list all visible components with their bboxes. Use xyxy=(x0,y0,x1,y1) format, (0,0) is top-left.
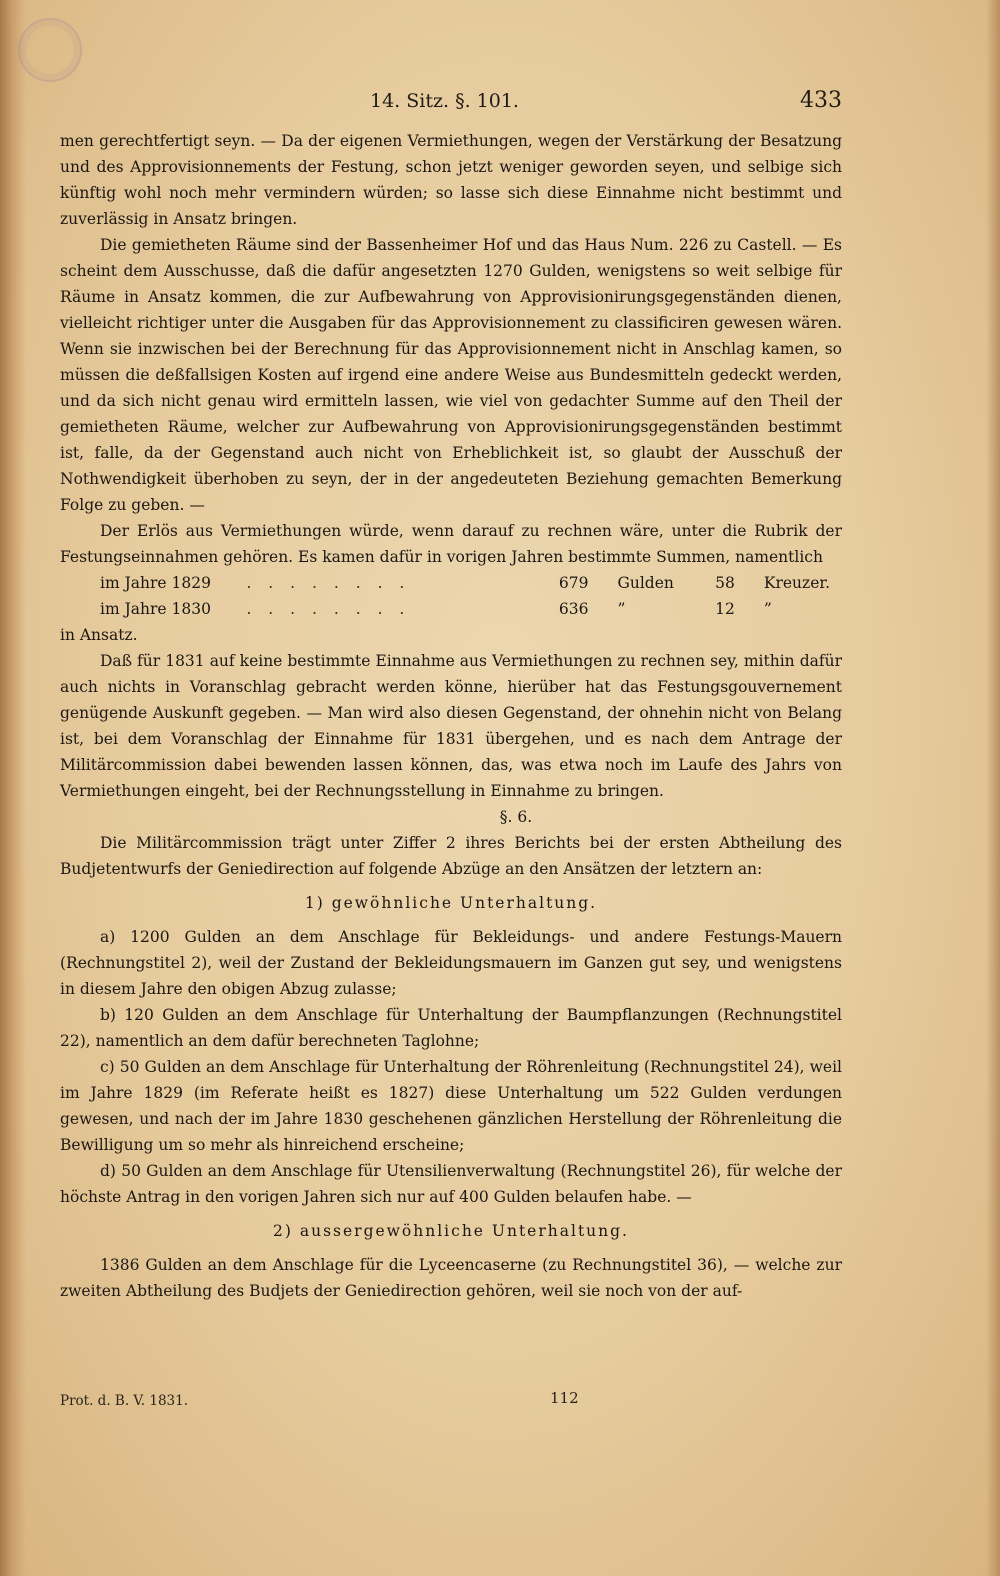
amount-cell: 636 xyxy=(558,600,589,618)
paragraph: in Ansatz. xyxy=(60,626,138,644)
subheading: 1) gewöhnliche Unterhaltung. xyxy=(304,894,598,912)
page-footer xyxy=(60,1389,842,1413)
page-body xyxy=(60,128,842,1304)
unit-cell: ” xyxy=(763,600,772,618)
dot-leader: . . . . . . . . xyxy=(246,600,411,618)
revenue-table xyxy=(100,570,842,622)
amount-cell: 679 xyxy=(558,574,589,592)
signature-mark: Prot. d. B. V. 1831. xyxy=(60,1393,189,1409)
page-number: 433 xyxy=(800,88,842,113)
paragraph: 1386 Gulden an dem Anschlage für die Lyceencaserne (zu Rechnungstitel 36), — welche zur zweiten Abtheilung des Budjets der Geniedirection gehören, weil sie noch von der auf- xyxy=(60,1256,842,1300)
paragraph: Die gemietheten Räume sind der Bassenheimer Hof und das Haus Num. 226 zu Castell. — Es scheint dem Ausschusse, daß die dafür angesetzten 1270 Gulden, wenigstens so weit selbige für Räume in Ansatz kommen, die zur Aufbewahrung von Approvisionirungsgegenständen dienen, vielleicht richtiger unter die Ausgaben für das Approvisionnement zu classificiren gewesen wären. Wenn sie inzwischen bei der Berechnung für das Approvisionnement nicht in Anschlag kamen, so müssen die deßfallsigen Kosten auf irgend eine andere Weise aus Bundesmitteln gedeckt werden, und da sich nicht genau wird ermitteln lassen, wie viel von gedachter Summe auf den Theil der gemietheten Räume, welcher zur Aufbewahrung von Approvisionirungsgegenständen bestimmt ist, falle, da der Gegenstand auch nicht von Erheblichkeit ist, so glaubt der Ausschuß der Nothwendigkeit überhoben zu seyn, der in der angedeuteten Beziehung gemachten Bemerkung Folge zu geben. — xyxy=(60,236,842,514)
library-stamp xyxy=(18,18,82,82)
list-item: d) 50 Gulden an dem Anschlage für Utensilienverwaltung (Rechnungstitel 26), für welche der höchste Antrag in den vorigen Jahren sich nur auf 400 Gulden belaufen habe. — xyxy=(60,1162,842,1206)
unit-cell: ” xyxy=(617,600,626,618)
binding-shadow xyxy=(0,0,26,1576)
page-header xyxy=(0,86,1000,122)
list-item: c) 50 Gulden an dem Anschlage für Unterhaltung der Röhrenleitung (Rechnungstitel 24), weil im Jahre 1829 (im Referate heißt es 1827) diese Unterhaltung um 522 Gulden verdungen gewesen, und nach der im Jahre 1830 geschehenen gänzlichen Herstellung der Röhrenleitung die Bewilligung um so mehr als hinreichend erscheine; xyxy=(60,1058,842,1154)
unit-cell: Gulden xyxy=(617,574,674,592)
paragraph: Die Militärcommission trägt unter Ziffer 2 ihres Berichts bei der ersten Abtheilung des Budjetentwurfs der Geniedirection auf folgende Abzüge an den Ansätzen der letztern an: xyxy=(60,834,842,878)
page-edge xyxy=(986,0,1000,1576)
section-mark: §. 6. xyxy=(499,808,533,826)
list-item: a) 1200 Gulden an dem Anschlage für Bekleidungs- und andere Festungs-Mauern (Rechnungstitel 2), weil der Zustand der Bekleidungsmauern im Ganzen gut sey, und wenigstens in diesem Jahre den obigen Abzug zulasse; xyxy=(60,928,842,998)
unit-cell: Kreuzer. xyxy=(763,574,831,592)
amount-cell: 58 xyxy=(715,574,735,592)
amount-cell: 12 xyxy=(715,600,735,618)
paragraph: men gerechtfertigt seyn. — Da der eigenen Vermiethungen, wegen der Verstärkung der Besatzung und des Approvisionnements der Festung, schon jetzt weniger geworden seyen, und selbige sich künftig wohl noch mehr vermindern würden; so lasse sich diese Einnahme nicht bestimmt und zuverlässig in Ansatz bringen. xyxy=(60,132,842,228)
year-cell: im Jahre 1829 xyxy=(100,574,211,592)
dot-leader: . . . . . . . . xyxy=(246,574,411,592)
table-row xyxy=(100,570,842,596)
signature-number: 112 xyxy=(550,1389,579,1407)
table-row xyxy=(100,596,842,622)
paragraph: Der Erlös aus Vermiethungen würde, wenn darauf zu rechnen wäre, unter die Rubrik der Festungseinnahmen gehören. Es kamen dafür in vorigen Jahren bestimmte Summen, namentlich xyxy=(60,522,842,566)
subheading: 2) aussergewöhnliche Unterhaltung. xyxy=(273,1222,629,1240)
year-cell: im Jahre 1830 xyxy=(100,600,211,618)
list-item: b) 120 Gulden an dem Anschlage für Unterhaltung der Baumpflanzungen (Rechnungstitel 22), namentlich an dem dafür berechneten Taglohne; xyxy=(60,1006,842,1050)
paragraph: Daß für 1831 auf keine bestimmte Einnahme aus Vermiethungen zu rechnen sey, mithin dafür auch nichts in Voranschlag gebracht werden könne, hierüber hat das Festungsgouvernement genügende Auskunft gegeben. — Man wird also diesen Gegenstand, der ohnehin nicht von Belang ist, bei dem Voranschlag der Einnahme für 1831 übergehen, und es nach dem Antrage der Militärcommission dabei bewenden lassen können, das, was etwa noch im Laufe des Jahrs von Vermiethungen eingeht, bei der Rechnungsstellung in Einnahme zu bringen. xyxy=(60,652,842,800)
running-title: 14. Sitz. §. 101. xyxy=(370,90,519,112)
